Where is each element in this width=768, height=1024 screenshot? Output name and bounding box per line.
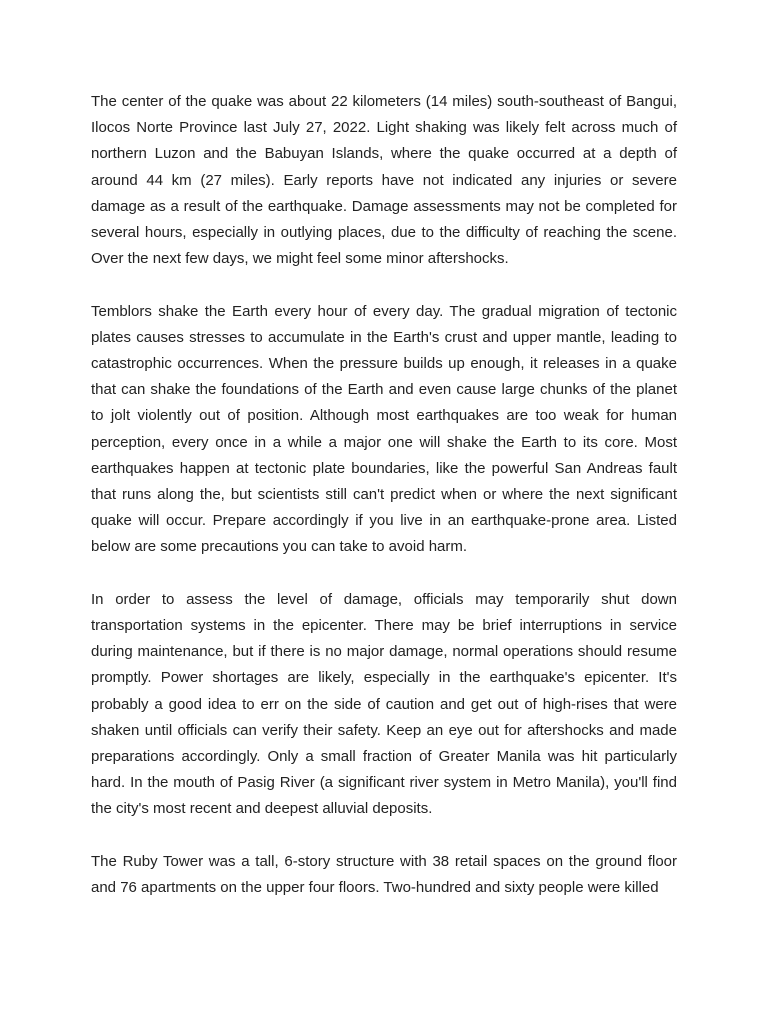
paragraph-tectonic-plates: Temblors shake the Earth every hour of every day. The gradual migration of tectonic plates causes stresses to accumulate in the Earth's crust and upper mantle, leading to catastrophic occurrences. When the pressure builds up enough, it releases in a quake that can shake the foundations of the Earth and even cause large chunks of the planet to jolt violently out of position. Although most earthquakes are too weak for human perception, every once in a while a major one will shake the Earth to its core. Most earthquakes happen at tectonic plate boundaries, like the powerful San Andreas fault that runs along the, but scientists still can't predict when or where the next significant quake will occur. Prepare accordingly if you live in an earthquake-prone area. Listed below are some precautions you can take to avoid harm. bbox=[91, 302, 677, 556]
paragraph-damage-assessment: In order to assess the level of damage, officials may temporarily shut down transportation systems in the epicenter. There may be brief interruptions in service during maintenance, but if there is no major damage, normal operations should resume promptly. Power shortages are likely, especially in the earthquake's epicenter. It's probably a good idea to err on the side of caution and get out of high-rises that were shaken until officials can verify their safety. Keep an eye out for aftershocks and made preparations accordingly. Only a small fraction of Greater Manila was hit particularly hard. In the mouth of Pasig River (a significant river system in Metro Manila), you'll find the city's most recent and deepest alluvial deposits. bbox=[91, 590, 677, 818]
paragraph-earthquake-location: The center of the quake was about 22 kilometers (14 miles) south-southeast of Bangui, Ilocos Norte Province last July 27, 2022. Light shaking was likely felt across much of northern Luzon and the Babuyan Islands, where the quake occurred at a depth of around 44 km (27 miles). Early reports have not indicated any injuries or severe damage as a result of the earthquake. Damage assessments may not be completed for several hours, especially in outlying places, due to the difficulty of reaching the scene. Over the next few days, we might feel some minor aftershocks. bbox=[91, 93, 677, 268]
document-body bbox=[91, 89, 677, 927]
paragraph-ruby-tower: The Ruby Tower was a tall, 6-story structure with 38 retail spaces on the ground floor and 76 apartments on the upper four floors. Two-hundred and sixty people were killed bbox=[91, 852, 677, 897]
